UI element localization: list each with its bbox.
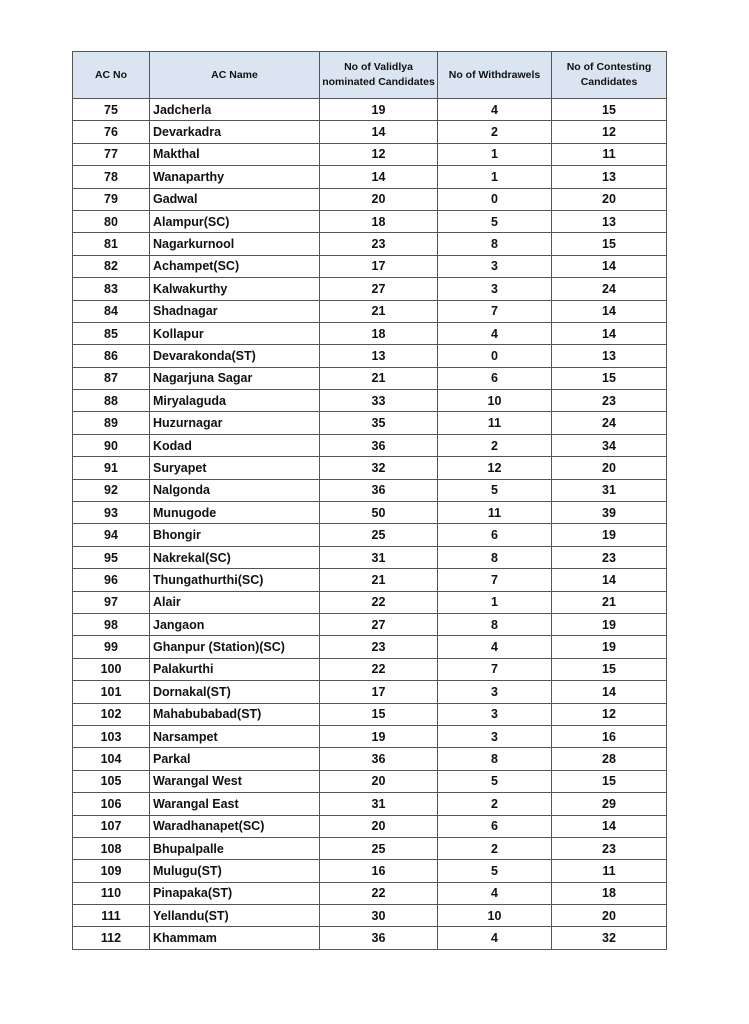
cell-withdrawals: 2 (438, 793, 552, 815)
cell-nominated: 23 (320, 233, 438, 255)
cell-ac-no: 88 (73, 390, 150, 412)
table-row (73, 412, 667, 434)
cell-ac-name: Makthal (150, 143, 320, 165)
cell-withdrawals: 11 (438, 502, 552, 524)
cell-nominated: 14 (320, 121, 438, 143)
cell-contesting: 19 (552, 636, 667, 658)
table-row (73, 210, 667, 232)
table-row (73, 300, 667, 322)
cell-nominated: 32 (320, 457, 438, 479)
cell-ac-no: 109 (73, 860, 150, 882)
cell-ac-no: 90 (73, 434, 150, 456)
cell-contesting: 20 (552, 457, 667, 479)
table-row (73, 434, 667, 456)
table-body (73, 99, 667, 950)
cell-nominated: 20 (320, 188, 438, 210)
cell-withdrawals: 8 (438, 233, 552, 255)
table-row (73, 255, 667, 277)
cell-withdrawals: 7 (438, 658, 552, 680)
cell-contesting: 14 (552, 300, 667, 322)
cell-withdrawals: 3 (438, 255, 552, 277)
cell-nominated: 33 (320, 390, 438, 412)
table-row (73, 905, 667, 927)
table-row (73, 681, 667, 703)
table-row (73, 927, 667, 949)
table-row (73, 725, 667, 747)
cell-ac-no: 103 (73, 725, 150, 747)
cell-withdrawals: 5 (438, 860, 552, 882)
cell-ac-no: 102 (73, 703, 150, 725)
cell-withdrawals: 4 (438, 882, 552, 904)
cell-contesting: 15 (552, 770, 667, 792)
cell-withdrawals: 8 (438, 546, 552, 568)
cell-ac-name: Kodad (150, 434, 320, 456)
cell-ac-name: Miryalaguda (150, 390, 320, 412)
table-row (73, 345, 667, 367)
cell-ac-name: Bhongir (150, 524, 320, 546)
cell-ac-no: 82 (73, 255, 150, 277)
cell-contesting: 23 (552, 390, 667, 412)
cell-contesting: 16 (552, 725, 667, 747)
cell-ac-name: Palakurthi (150, 658, 320, 680)
cell-ac-no: 78 (73, 166, 150, 188)
cell-nominated: 18 (320, 322, 438, 344)
table-row (73, 748, 667, 770)
cell-withdrawals: 4 (438, 99, 552, 121)
cell-nominated: 23 (320, 636, 438, 658)
cell-withdrawals: 3 (438, 725, 552, 747)
cell-ac-name: Thungathurthi(SC) (150, 569, 320, 591)
cell-nominated: 50 (320, 502, 438, 524)
cell-withdrawals: 5 (438, 770, 552, 792)
cell-ac-no: 112 (73, 927, 150, 949)
cell-ac-name: Mulugu(ST) (150, 860, 320, 882)
cell-ac-name: Kalwakurthy (150, 278, 320, 300)
cell-contesting: 11 (552, 860, 667, 882)
cell-nominated: 25 (320, 837, 438, 859)
cell-nominated: 18 (320, 210, 438, 232)
cell-ac-no: 80 (73, 210, 150, 232)
cell-withdrawals: 1 (438, 143, 552, 165)
cell-nominated: 35 (320, 412, 438, 434)
table-row (73, 166, 667, 188)
cell-contesting: 24 (552, 412, 667, 434)
cell-withdrawals: 11 (438, 412, 552, 434)
cell-nominated: 31 (320, 793, 438, 815)
cell-withdrawals: 5 (438, 479, 552, 501)
table-row (73, 121, 667, 143)
cell-ac-name: Yellandu(ST) (150, 905, 320, 927)
cell-contesting: 23 (552, 546, 667, 568)
cell-ac-no: 79 (73, 188, 150, 210)
header-ac-name: AC Name (150, 52, 320, 99)
cell-nominated: 36 (320, 927, 438, 949)
cell-ac-name: Narsampet (150, 725, 320, 747)
cell-contesting: 15 (552, 99, 667, 121)
cell-ac-name: Devarkadra (150, 121, 320, 143)
candidates-table-sheet (72, 51, 667, 950)
cell-contesting: 13 (552, 345, 667, 367)
cell-ac-name: Wanaparthy (150, 166, 320, 188)
cell-ac-name: Dornakal(ST) (150, 681, 320, 703)
cell-ac-name: Ghanpur (Station)(SC) (150, 636, 320, 658)
cell-contesting: 20 (552, 188, 667, 210)
cell-contesting: 23 (552, 837, 667, 859)
cell-ac-name: Munugode (150, 502, 320, 524)
table-row (73, 99, 667, 121)
cell-nominated: 36 (320, 434, 438, 456)
cell-withdrawals: 2 (438, 434, 552, 456)
cell-nominated: 22 (320, 658, 438, 680)
cell-withdrawals: 4 (438, 636, 552, 658)
cell-withdrawals: 12 (438, 457, 552, 479)
cell-nominated: 12 (320, 143, 438, 165)
cell-contesting: 11 (552, 143, 667, 165)
cell-ac-name: Jadcherla (150, 99, 320, 121)
cell-contesting: 14 (552, 322, 667, 344)
cell-ac-no: 87 (73, 367, 150, 389)
cell-contesting: 28 (552, 748, 667, 770)
cell-contesting: 14 (552, 681, 667, 703)
header-nominated-candidates: No of Validlya nominated Candidates (320, 52, 438, 99)
cell-contesting: 21 (552, 591, 667, 613)
cell-contesting: 14 (552, 255, 667, 277)
cell-nominated: 20 (320, 770, 438, 792)
cell-ac-no: 86 (73, 345, 150, 367)
cell-nominated: 21 (320, 300, 438, 322)
cell-nominated: 21 (320, 569, 438, 591)
cell-withdrawals: 10 (438, 905, 552, 927)
cell-contesting: 14 (552, 815, 667, 837)
cell-ac-no: 95 (73, 546, 150, 568)
cell-ac-name: Kollapur (150, 322, 320, 344)
cell-withdrawals: 3 (438, 681, 552, 703)
cell-ac-no: 111 (73, 905, 150, 927)
cell-ac-no: 91 (73, 457, 150, 479)
cell-withdrawals: 7 (438, 300, 552, 322)
cell-contesting: 15 (552, 658, 667, 680)
cell-withdrawals: 3 (438, 703, 552, 725)
cell-nominated: 27 (320, 278, 438, 300)
cell-ac-no: 101 (73, 681, 150, 703)
cell-nominated: 21 (320, 367, 438, 389)
cell-withdrawals: 1 (438, 166, 552, 188)
table-header (73, 52, 667, 99)
cell-nominated: 15 (320, 703, 438, 725)
table-row (73, 882, 667, 904)
cell-withdrawals: 6 (438, 367, 552, 389)
table-row (73, 658, 667, 680)
cell-ac-no: 94 (73, 524, 150, 546)
cell-ac-name: Nagarjuna Sagar (150, 367, 320, 389)
cell-withdrawals: 4 (438, 322, 552, 344)
cell-ac-name: Devarakonda(ST) (150, 345, 320, 367)
table-row (73, 367, 667, 389)
cell-contesting: 24 (552, 278, 667, 300)
header-row (73, 52, 667, 99)
cell-ac-no: 93 (73, 502, 150, 524)
cell-ac-no: 97 (73, 591, 150, 613)
candidates-table (72, 51, 667, 950)
cell-ac-name: Alampur(SC) (150, 210, 320, 232)
table-row (73, 278, 667, 300)
cell-ac-no: 105 (73, 770, 150, 792)
cell-ac-name: Nalgonda (150, 479, 320, 501)
table-row (73, 793, 667, 815)
cell-ac-name: Mahabubabad(ST) (150, 703, 320, 725)
cell-contesting: 31 (552, 479, 667, 501)
cell-ac-name: Nagarkurnool (150, 233, 320, 255)
cell-ac-no: 85 (73, 322, 150, 344)
cell-withdrawals: 1 (438, 591, 552, 613)
table-row (73, 591, 667, 613)
cell-nominated: 17 (320, 255, 438, 277)
cell-nominated: 25 (320, 524, 438, 546)
cell-withdrawals: 4 (438, 927, 552, 949)
cell-ac-no: 110 (73, 882, 150, 904)
cell-nominated: 16 (320, 860, 438, 882)
cell-withdrawals: 2 (438, 121, 552, 143)
cell-ac-no: 76 (73, 121, 150, 143)
cell-withdrawals: 6 (438, 524, 552, 546)
table-row (73, 143, 667, 165)
cell-contesting: 12 (552, 121, 667, 143)
cell-withdrawals: 0 (438, 345, 552, 367)
cell-ac-no: 98 (73, 613, 150, 635)
cell-ac-no: 84 (73, 300, 150, 322)
table-row (73, 569, 667, 591)
cell-nominated: 17 (320, 681, 438, 703)
cell-ac-no: 77 (73, 143, 150, 165)
cell-ac-name: Waradhanapet(SC) (150, 815, 320, 837)
cell-ac-name: Pinapaka(ST) (150, 882, 320, 904)
cell-withdrawals: 5 (438, 210, 552, 232)
cell-ac-no: 75 (73, 99, 150, 121)
header-ac-no: AC No (73, 52, 150, 99)
table-row (73, 613, 667, 635)
table-row (73, 322, 667, 344)
cell-ac-name: Huzurnagar (150, 412, 320, 434)
table-row (73, 636, 667, 658)
cell-nominated: 20 (320, 815, 438, 837)
cell-ac-name: Shadnagar (150, 300, 320, 322)
cell-contesting: 39 (552, 502, 667, 524)
cell-withdrawals: 0 (438, 188, 552, 210)
cell-nominated: 22 (320, 591, 438, 613)
cell-contesting: 34 (552, 434, 667, 456)
table-row (73, 837, 667, 859)
cell-nominated: 27 (320, 613, 438, 635)
cell-contesting: 13 (552, 166, 667, 188)
cell-ac-no: 99 (73, 636, 150, 658)
cell-contesting: 19 (552, 613, 667, 635)
cell-ac-name: Warangal East (150, 793, 320, 815)
cell-nominated: 36 (320, 479, 438, 501)
cell-withdrawals: 10 (438, 390, 552, 412)
cell-nominated: 13 (320, 345, 438, 367)
cell-withdrawals: 8 (438, 613, 552, 635)
cell-ac-name: Gadwal (150, 188, 320, 210)
cell-ac-no: 89 (73, 412, 150, 434)
cell-nominated: 19 (320, 725, 438, 747)
cell-ac-no: 108 (73, 837, 150, 859)
cell-ac-no: 83 (73, 278, 150, 300)
cell-contesting: 15 (552, 233, 667, 255)
cell-ac-name: Suryapet (150, 457, 320, 479)
cell-nominated: 36 (320, 748, 438, 770)
cell-nominated: 14 (320, 166, 438, 188)
table-row (73, 546, 667, 568)
cell-contesting: 12 (552, 703, 667, 725)
cell-contesting: 15 (552, 367, 667, 389)
cell-nominated: 30 (320, 905, 438, 927)
cell-nominated: 19 (320, 99, 438, 121)
cell-ac-no: 92 (73, 479, 150, 501)
cell-ac-no: 104 (73, 748, 150, 770)
cell-contesting: 32 (552, 927, 667, 949)
cell-ac-name: Parkal (150, 748, 320, 770)
cell-ac-no: 100 (73, 658, 150, 680)
cell-ac-no: 81 (73, 233, 150, 255)
cell-nominated: 31 (320, 546, 438, 568)
cell-ac-no: 106 (73, 793, 150, 815)
cell-contesting: 29 (552, 793, 667, 815)
table-row (73, 860, 667, 882)
cell-ac-name: Alair (150, 591, 320, 613)
cell-ac-name: Jangaon (150, 613, 320, 635)
cell-ac-name: Achampet(SC) (150, 255, 320, 277)
cell-ac-name: Khammam (150, 927, 320, 949)
table-row (73, 703, 667, 725)
header-withdrawals: No of Withdrawels (438, 52, 552, 99)
table-row (73, 233, 667, 255)
cell-nominated: 22 (320, 882, 438, 904)
cell-ac-no: 107 (73, 815, 150, 837)
table-row (73, 502, 667, 524)
cell-withdrawals: 7 (438, 569, 552, 591)
table-row (73, 770, 667, 792)
header-contesting-candidates: No of Contesting Candidates (552, 52, 667, 99)
cell-withdrawals: 8 (438, 748, 552, 770)
cell-contesting: 14 (552, 569, 667, 591)
cell-contesting: 18 (552, 882, 667, 904)
cell-contesting: 13 (552, 210, 667, 232)
cell-ac-name: Nakrekal(SC) (150, 546, 320, 568)
table-row (73, 815, 667, 837)
cell-contesting: 20 (552, 905, 667, 927)
table-row (73, 479, 667, 501)
cell-ac-name: Warangal West (150, 770, 320, 792)
cell-withdrawals: 3 (438, 278, 552, 300)
table-row (73, 457, 667, 479)
cell-withdrawals: 6 (438, 815, 552, 837)
cell-ac-name: Bhupalpalle (150, 837, 320, 859)
table-row (73, 524, 667, 546)
cell-contesting: 19 (552, 524, 667, 546)
cell-ac-no: 96 (73, 569, 150, 591)
table-row (73, 188, 667, 210)
cell-withdrawals: 2 (438, 837, 552, 859)
table-row (73, 390, 667, 412)
